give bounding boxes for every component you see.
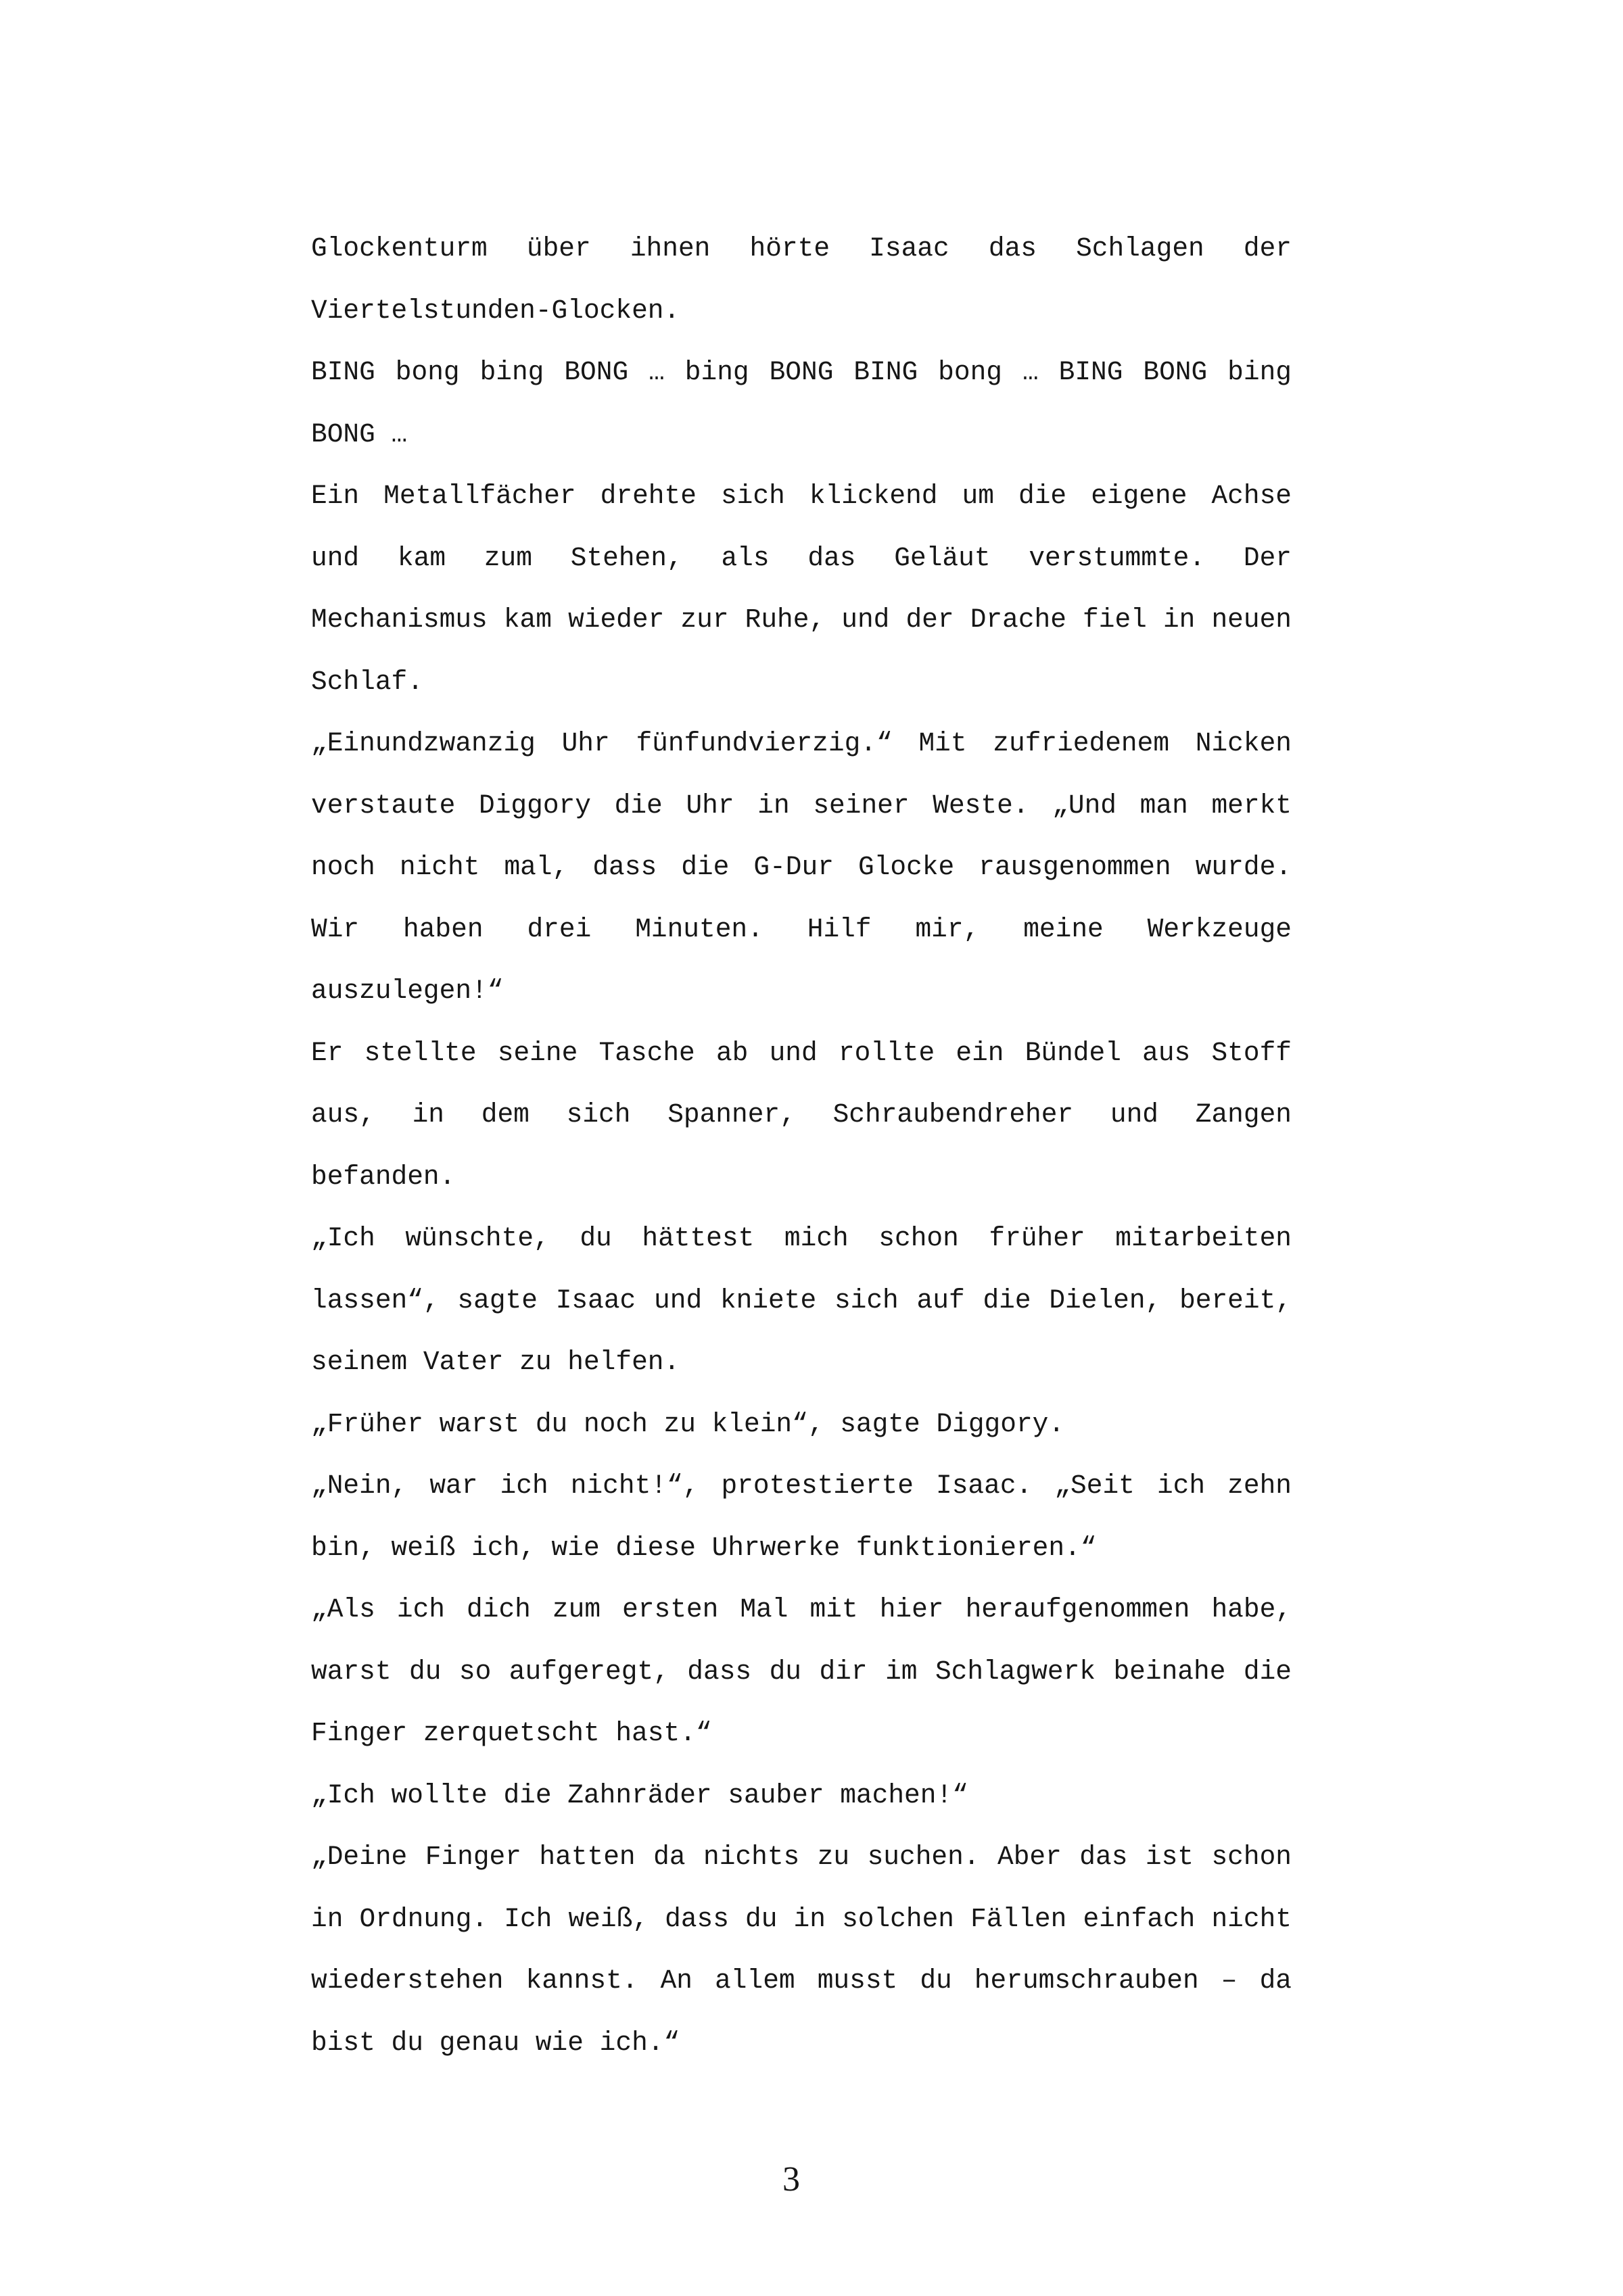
text-line: Schlaf. (311, 666, 423, 697)
page-text (311, 218, 1292, 2074)
text-line: bin, weiß ich, wie diese Uhrwerke funktionieren.“ (311, 1532, 1097, 1563)
text-line: BONG … (311, 418, 408, 450)
text-line: aus, in dem sich Spanner, Schraubendreher und Zangen (311, 1099, 1292, 1130)
paragraph (311, 1826, 1292, 2074)
text-line: warst du so aufgeregt, dass du dir im Schlagwerk beinahe die (311, 1656, 1292, 1687)
paragraph (311, 1393, 1292, 1456)
text-line: Wir haben drei Minuten. Hilf mir, meine Werkzeuge (311, 913, 1292, 944)
text-line: in Ordnung. Ich weiß, dass du in solchen Fällen einfach nicht (311, 1903, 1292, 1934)
text-line: BING bong bing BONG … bing BONG BING bong … BING BONG bing (311, 357, 1292, 387)
text-line: „Einundzwanzig Uhr fünfundvierzig.“ Mit zufriedenem Nicken (311, 728, 1292, 759)
paragraph (311, 465, 1292, 713)
text-line: „Als ich dich zum ersten Mal mit hier heraufgenommen habe, (311, 1594, 1292, 1625)
paragraph (311, 1207, 1292, 1393)
paragraph (311, 1765, 1292, 1827)
paragraph (311, 218, 1292, 341)
text-line: Ein Metallfächer drehte sich klickend um die eigene Achse (311, 481, 1292, 511)
paragraph (311, 1579, 1292, 1765)
paragraph (311, 713, 1292, 1022)
text-line: bist du genau wie ich.“ (311, 2027, 680, 2058)
paragraph (311, 1455, 1292, 1579)
page-number: 3 (782, 2160, 800, 2199)
text-line: „Ich wollte die Zahnräder sauber machen!“ (311, 1779, 968, 1811)
text-line: „Ich wünschte, du hättest mich schon früher mitarbeiten (311, 1223, 1292, 1253)
text-line: Glockenturm über ihnen hörte Isaac das Schlagen der (311, 233, 1292, 264)
text-line: „Nein, war ich nicht!“, protestierte Isaac. „Seit ich zehn (311, 1470, 1292, 1501)
text-line: lassen“, sagte Isaac und kniete sich auf die Dielen, bereit, (311, 1285, 1292, 1316)
text-line: seinem Vater zu helfen. (311, 1347, 680, 1377)
text-line: Mechanismus kam wieder zur Ruhe, und der Drache fiel in neuen (311, 604, 1292, 635)
text-line: wiederstehen kannst. An allem musst du herumschrauben – da (311, 1965, 1292, 1996)
text-line: verstaute Diggory die Uhr in seiner Weste. „Und man merkt (311, 790, 1292, 821)
paragraph (311, 341, 1292, 465)
page-footer (311, 2159, 1271, 2201)
text-line: befanden. (311, 1161, 456, 1192)
paragraph (311, 1022, 1292, 1208)
text-line: „Früher warst du noch zu klein“, sagte Diggory. (311, 1408, 1065, 1439)
text-line: noch nicht mal, dass die G-Dur Glocke rausgenommen wurde. (311, 852, 1292, 882)
text-line: und kam zum Stehen, als das Geläut verstummte. Der (311, 542, 1292, 573)
text-line: Er stellte seine Tasche ab und rollte ein Bündel aus Stoff (311, 1037, 1292, 1068)
text-line: „Deine Finger hatten da nichts zu suchen. Aber das ist schon (311, 1842, 1292, 1872)
text-line: auszulegen!“ (311, 976, 504, 1006)
text-line: Finger zerquetscht hast.“ (311, 1718, 712, 1748)
text-line: Viertelstunden-Glocken. (311, 295, 680, 326)
